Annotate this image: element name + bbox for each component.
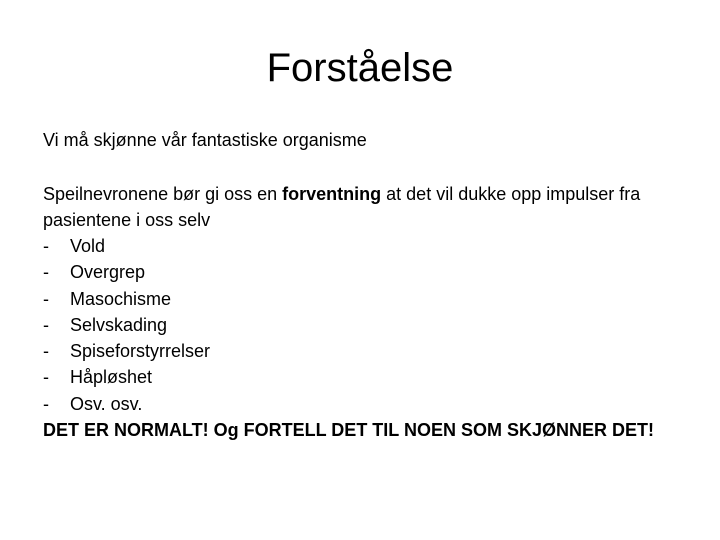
bullet-marker: -	[43, 288, 49, 309]
bullet-item	[43, 338, 683, 364]
bullet-list	[43, 233, 683, 417]
body-text-emphasis: forventning	[282, 184, 382, 204]
body-text-start: Speilnevronene bør gi oss en	[43, 184, 283, 204]
bullet-marker: -	[43, 341, 49, 362]
bullet-text: Spiseforstyrrelser	[70, 341, 211, 362]
bullet-text: Masochisme	[70, 288, 172, 309]
closing-statement: DET ER NORMALT! Og FORTELL DET TIL NOEN SOM SKJØNNER DET!	[43, 420, 654, 441]
bullet-marker: -	[43, 314, 49, 335]
intro-paragraph: Vi må skjønne vår fantastiske organisme	[43, 130, 367, 150]
slide-title: Forståelse	[266, 46, 454, 90]
bullet-item	[43, 364, 683, 390]
bullet-item	[43, 259, 683, 285]
body-text-end: at det vil dukke opp impulser fra pasientene i oss selv	[43, 184, 641, 230]
slide-content	[43, 127, 683, 443]
bullet-item	[43, 312, 683, 338]
body-paragraph	[43, 181, 683, 233]
bullet-item	[43, 286, 683, 312]
bullet-marker: -	[43, 367, 49, 388]
bullet-marker: -	[43, 236, 49, 256]
bullet-text: Overgrep	[70, 262, 146, 283]
bullet-text: Osv. osv.	[70, 393, 143, 414]
bullet-marker: -	[43, 393, 49, 414]
bullet-text: Selvskading	[70, 314, 168, 335]
bullet-marker: -	[43, 262, 49, 283]
bullet-text: Vold	[70, 236, 106, 256]
bullet-item	[43, 233, 683, 259]
bullet-item	[43, 391, 683, 417]
bullet-text: Håpløshet	[70, 367, 153, 388]
